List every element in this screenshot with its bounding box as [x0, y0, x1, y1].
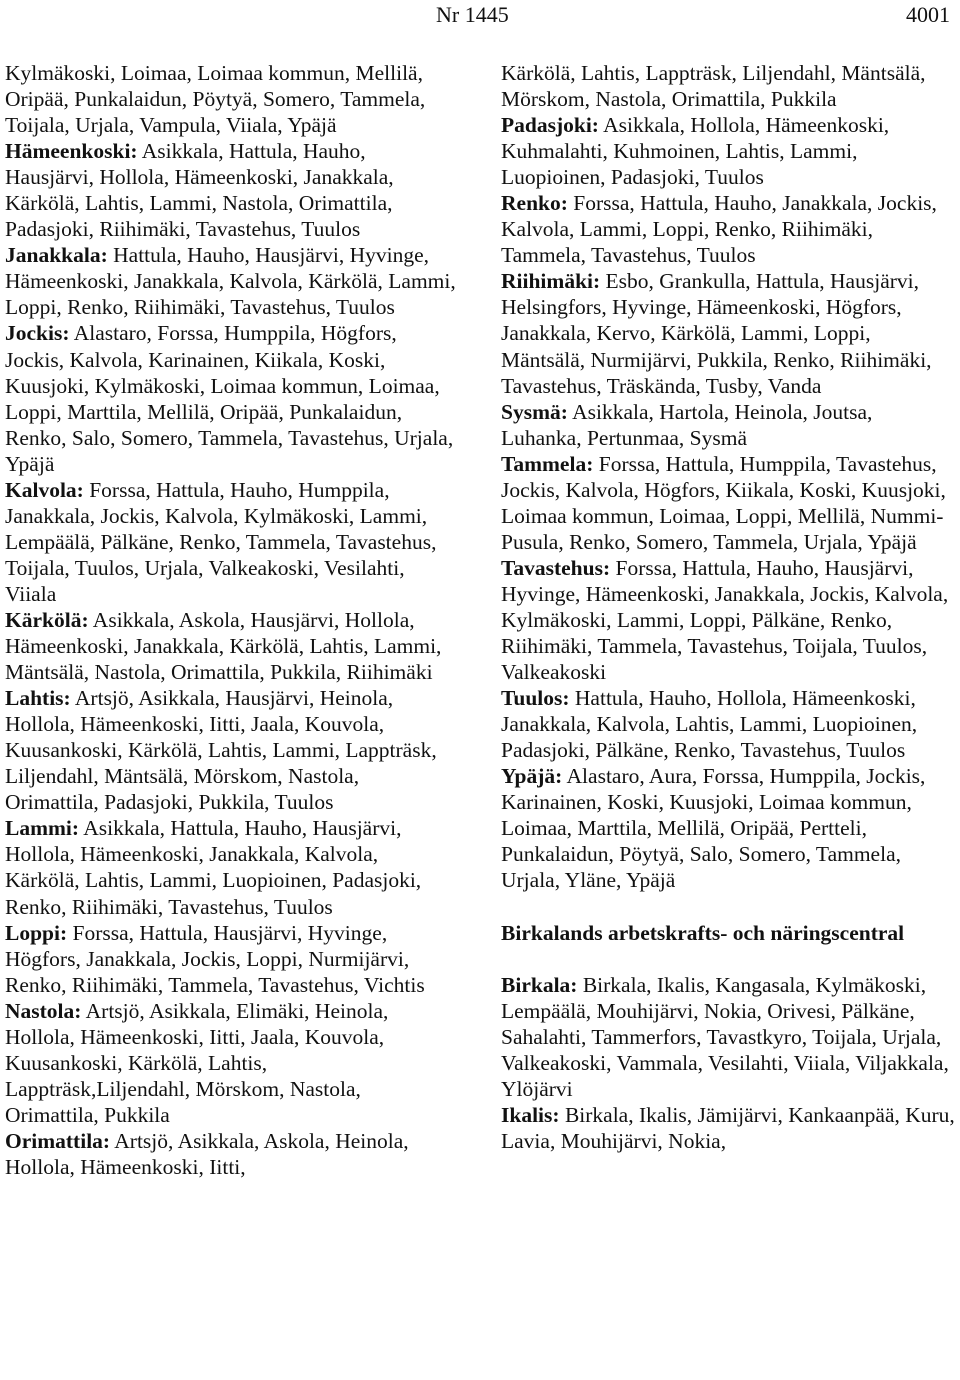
entry: [501, 60, 956, 112]
entry-text: Hattula, Hauho, Hausjärvi, Hyvinge, Hämeenkoski, Janakkala, Kalvola, Kärkölä, Lammi, Loppi, Renko, Riihimäki, Tavastehus, Tuulos: [5, 243, 456, 320]
entry-text: Artsjö, Asikkala, Elimäki, Heinola, Hollola, Hämeenkoski, Iitti, Jaala, Kouvola, Kuusankoski, Kärkölä, Lahtis, Lappträsk,Liljendahl, Mörskom, Nastola, Orimattila, Pukkila: [5, 998, 389, 1127]
entry: [501, 1102, 956, 1154]
entry: [5, 607, 457, 685]
right-column: [501, 60, 956, 1154]
entry-text: Asikkala, Hattula, Hauho, Hausjärvi, Hollola, Hämeenkoski, Janakkala, Kalvola, Kärkölä, Lahtis, Lammi, Luopioinen, Padasjoki, Renko, Riihimäki, Tavastehus, Tuulos: [5, 816, 422, 919]
entry-text: Asikkala, Hartola, Heinola, Joutsa, Luhanka, Pertunmaa, Sysmä: [501, 399, 873, 450]
entry: [501, 112, 956, 190]
entry-name: Birkala:: [501, 972, 578, 997]
entry-name: Janakkala:: [5, 243, 108, 268]
entry-name: Tammela:: [501, 451, 594, 476]
entry-name: Nastola:: [5, 998, 82, 1023]
entry-name: Lammi:: [5, 816, 80, 841]
entry-text: Birkala, Ikalis, Kangasala, Kylmäkoski, Lempäälä, Mouhijärvi, Nokia, Orivesi, Pälkäne, Sahalahti, Tammerfors, Tavastkyro, Toijala, Urjala, Valkeakoski, Vammala, Vesilahti, Viiala, Viljakkala, Ylöjärvi: [501, 972, 949, 1101]
entry-text: Birkala, Ikalis, Jämijärvi, Kankaanpää, Kuru, Lavia, Mouhijärvi, Nokia,: [501, 1102, 955, 1153]
entry-text: Hattula, Hauho, Hollola, Hämeenkoski, Janakkala, Kalvola, Lahtis, Lammi, Luopioinen, Padasjoki, Pälkäne, Renko, Tavastehus, Tuulos: [501, 686, 918, 763]
entry: [501, 763, 956, 893]
entry-name: Jockis:: [5, 321, 70, 346]
entry-text: Kylmäkoski, Loimaa, Loimaa kommun, Mellilä, Oripää, Punkalaidun, Pöytyä, Somero, Tammela, Toijala, Urjala, Vampula, Viiala, Ypäjä: [5, 61, 426, 138]
entry-text: Forssa, Hattula, Humppila, Tavastehus, Jockis, Kalvola, Högfors, Kiikala, Koski, Kuusjoki, Loimaa kommun, Loimaa, Loppi, Mellilä, Nummi-Pusula, Renko, Somero, Tammela, Urjala, Ypäjä: [501, 451, 946, 554]
entry: [5, 242, 457, 320]
entry-text: Asikkala, Hollola, Hämeenkoski, Kuhmalahti, Kuhmoinen, Lahtis, Lammi, Luopioinen, Padasjoki, Tuulos: [501, 113, 890, 190]
entry-name: Riihimäki:: [501, 269, 601, 294]
entry-text: Kärkölä, Lahtis, Lappträsk, Liljendahl, Mäntsälä, Mörskom, Nastola, Orimattila, Pukkila: [501, 61, 926, 112]
entry: [5, 685, 457, 815]
section-heading: Birkalands arbetskrafts- och näringscentral: [501, 920, 905, 945]
entry-text: Artsjö, Asikkala, Askola, Heinola, Hollola, Hämeenkoski, Iitti,: [5, 1128, 409, 1179]
entry: [5, 60, 457, 138]
entry: [501, 190, 956, 268]
entry-name: Sysmä:: [501, 399, 568, 424]
entry-text: Forssa, Hattula, Hauho, Humppila, Janakkala, Jockis, Kalvola, Kylmäkoski, Lammi, Lempäälä, Pälkäne, Renko, Tammela, Tavastehus, Toijala, Tuulos, Urjala, Valkeakoski, Vesilahti, Viiala: [5, 477, 437, 606]
entry-name: Orimattila:: [5, 1128, 111, 1153]
entry-name: Padasjoki:: [501, 113, 599, 138]
entry-name: Kalvola:: [5, 477, 84, 502]
entry-name: Tavastehus:: [501, 555, 611, 580]
entry-text: Asikkala, Hattula, Hauho, Hausjärvi, Hollola, Hämeenkoski, Janakkala, Kärkölä, Lahtis, Lammi, Nastola, Orimattila, Padasjoki, Riihimäki, Tavastehus, Tuulos: [5, 139, 394, 242]
entry-text: Forssa, Hattula, Hauho, Hausjärvi, Hyvinge, Hämeenkoski, Janakkala, Jockis, Kalvola, Kylmäkoski, Lammi, Loppi, Pälkäne, Renko, Riihimäki, Tammela, Tavastehus, Toijala, Tuulos, Valkeakoski: [501, 555, 949, 685]
entry: [501, 268, 956, 398]
entry: [5, 998, 457, 1128]
entry-text: Forssa, Hattula, Hausjärvi, Hyvinge, Högfors, Janakkala, Jockis, Loppi, Nurmijärvi, Renko, Riihimäki, Tammela, Tavastehus, Vichtis: [5, 920, 425, 997]
page-header: [0, 0, 960, 40]
entry: [501, 555, 956, 685]
entry: [5, 1128, 457, 1180]
entry: [501, 451, 956, 555]
entry: [5, 920, 457, 998]
entry-text: Alastaro, Forssa, Humppila, Högfors, Jockis, Kalvola, Karinainen, Kiikala, Koski, Kuusjoki, Kylmäkoski, Loimaa kommun, Loimaa, Loppi, Marttila, Mellilä, Oripää, Punkalaidun, Renko, Salo, Somero, Tammela, Tavastehus, Urjala, Ypäjä: [5, 321, 454, 476]
entry: [5, 320, 457, 476]
entry: [501, 972, 956, 1102]
entry-text: Forssa, Hattula, Hauho, Janakkala, Jockis, Kalvola, Lammi, Loppi, Renko, Riihimäki, Tammela, Tavastehus, Tuulos: [501, 191, 937, 268]
entry-name: Lahtis:: [5, 686, 71, 711]
entry: [501, 685, 956, 763]
entry-name: Kärkölä:: [5, 607, 89, 632]
entry-name: Renko:: [501, 191, 568, 216]
entry-name: Hämeenkoski:: [5, 139, 138, 164]
page-number: 4001: [906, 2, 950, 27]
entry-name: Ikalis:: [501, 1102, 560, 1127]
entry: [5, 815, 457, 919]
entry-name: Loppi:: [5, 920, 68, 945]
entry-text: Asikkala, Askola, Hausjärvi, Hollola, Hämeenkoski, Janakkala, Kärkölä, Lahtis, Lammi, Mäntsälä, Nastola, Orimattila, Pukkila, Riihimäki: [5, 607, 442, 685]
entry-name: Tuulos:: [501, 686, 570, 711]
entry-text: Esbo, Grankulla, Hattula, Hausjärvi, Helsingfors, Hyvinge, Hämeenkoski, Högfors, Janakkala, Kervo, Kärkölä, Lammi, Loppi, Mäntsälä, Nurmijärvi, Pukkila, Renko, Riihimäki, Tavastehus, Träskända, Tusby, Vanda: [501, 269, 932, 398]
document-number: Nr 1445: [436, 2, 509, 27]
entry-name: Ypäjä:: [501, 764, 563, 789]
entry-text: Artsjö, Asikkala, Hausjärvi, Heinola, Hollola, Hämeenkoski, Iitti, Jaala, Kouvola, Kuusankoski, Kärkölä, Lahtis, Lammi, Lappträsk, Liljendahl, Mäntsälä, Mörskom, Nastola, Orimattila, Padasjoki, Pukkila, Tuulos: [5, 686, 437, 815]
entry: [501, 399, 956, 451]
entry: [5, 477, 457, 607]
left-column: [5, 60, 457, 1180]
entry-text: Alastaro, Aura, Forssa, Humppila, Jockis, Karinainen, Koski, Kuusjoki, Loimaa kommun, Loimaa, Marttila, Mellilä, Oripää, Pertteli, Punkalaidun, Pöytyä, Salo, Somero, Tammela, Urjala, Yläne, Ypäjä: [501, 764, 926, 893]
entry: [5, 138, 457, 242]
